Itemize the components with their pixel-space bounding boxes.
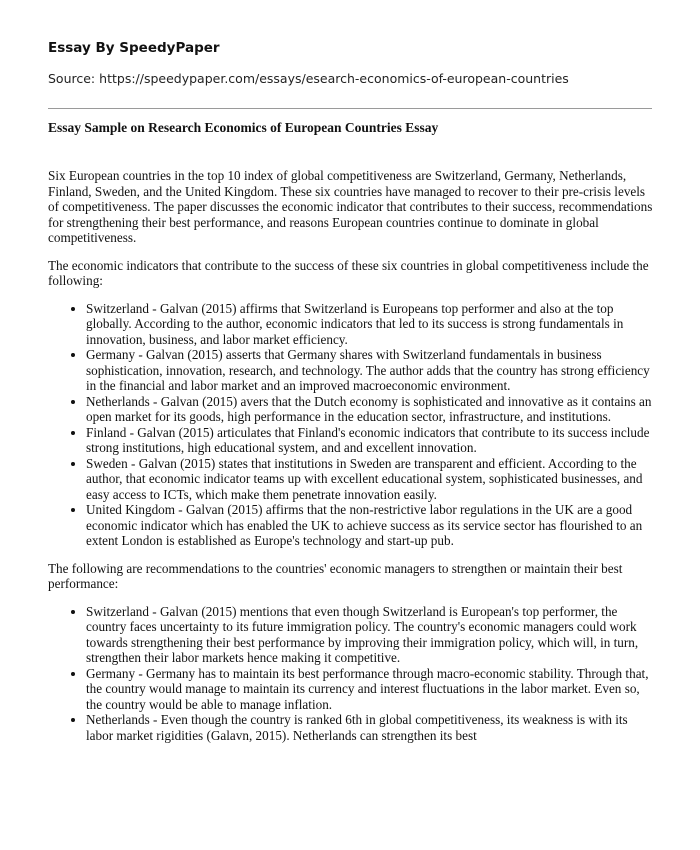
essay-title: Essay Sample on Research Economics of European Countries Essay <box>48 120 439 135</box>
recommendations-list <box>48 604 656 744</box>
list-item: • Switzerland - Galvan (2015) affirms that Switzerland is Europeans top performer and also at the top globally. According to the author, economic indicators that led to its success is strong fundamentals in innovation, business, and labor market efficiency. <box>86 301 656 348</box>
intro-paragraph: Six European countries in the top 10 index of global competitiveness are Switzerland, Germany, Netherlands, Finland, Sweden, and the United Kingdom. These six countries have managed to recover to their pre-crisis levels of competitiveness. The paper discusses the economic indicator that contributes to their success, recommendations for strengthening their best performance, and reasons European countries continue to dominate in global competitiveness. <box>48 168 653 245</box>
source-label: Source: <box>48 71 96 86</box>
list-item: • Germany - Germany has to maintain its best performance through macro-economic stability. Through that, the country would manage to maintain its currency and interest fluctuations in the labor market. Even so, the country would be able to manage inflation. <box>86 666 656 713</box>
list-item: • Netherlands - Galvan (2015) avers that the Dutch economy is sophisticated and innovative as it contains an open market for its goods, high performance in the education sector, infrastructure, and institutions. <box>86 394 656 425</box>
list-item: • Netherlands - Even though the country is ranked 6th in global competitiveness, its weakness is with its labor market rigidities (Galavn, 2015). Netherlands can strengthen its best <box>86 712 656 743</box>
recommendations-intro-paragraph: The following are recommendations to the countries' economic managers to strengthen or maintain their best performance: <box>48 560 623 591</box>
header-divider <box>48 108 652 109</box>
document-header-title: Essay By SpeedyPaper <box>48 40 220 56</box>
list-item: • Germany - Galvan (2015) asserts that Germany shares with Switzerland fundamentals in business sophistication, innovation, research, and technology. The author adds that the country has strong efficiency in the financial and labor market and an improved macroeconomic environment. <box>86 347 656 394</box>
essay-body <box>48 168 656 755</box>
list-item: • Switzerland - Galvan (2015) mentions that even though Switzerland is European's top performer, the country faces uncertainty to its future immigration policy. The country's economic managers could work towards strengthening their best performance by improving their immigration policy, which will, in turn, strengthen their labor markets hence making it competitive. <box>86 604 656 666</box>
indicators-list <box>48 301 656 549</box>
list-item: • United Kingdom - Galvan (2015) affirms that the non-restrictive labor regulations in the UK are a good economic indicator which has enabled the UK to achieve success as its service sector has flourished to an extent London is established as Europe's technology and start-up pub. <box>86 502 656 549</box>
source-url: https://speedypaper.com/essays/esearch-economics-of-european-countries <box>99 71 569 86</box>
indicators-intro-paragraph: The economic indicators that contribute to the success of these six countries in global competitiveness include the following: <box>48 257 649 288</box>
list-item: • Sweden - Galvan (2015) states that institutions in Sweden are transparent and efficient. According to the author, that economic indicator teams up with excellent educational system, sophisticated businesses, and easy access to ICTs, which make them penetrate innovation easily. <box>86 456 656 503</box>
source-line <box>48 71 569 86</box>
list-item: • Finland - Galvan (2015) articulates that Finland's economic indicators that contribute to its success include strong institutions, high educational system, and and excellent innovation. <box>86 425 656 456</box>
